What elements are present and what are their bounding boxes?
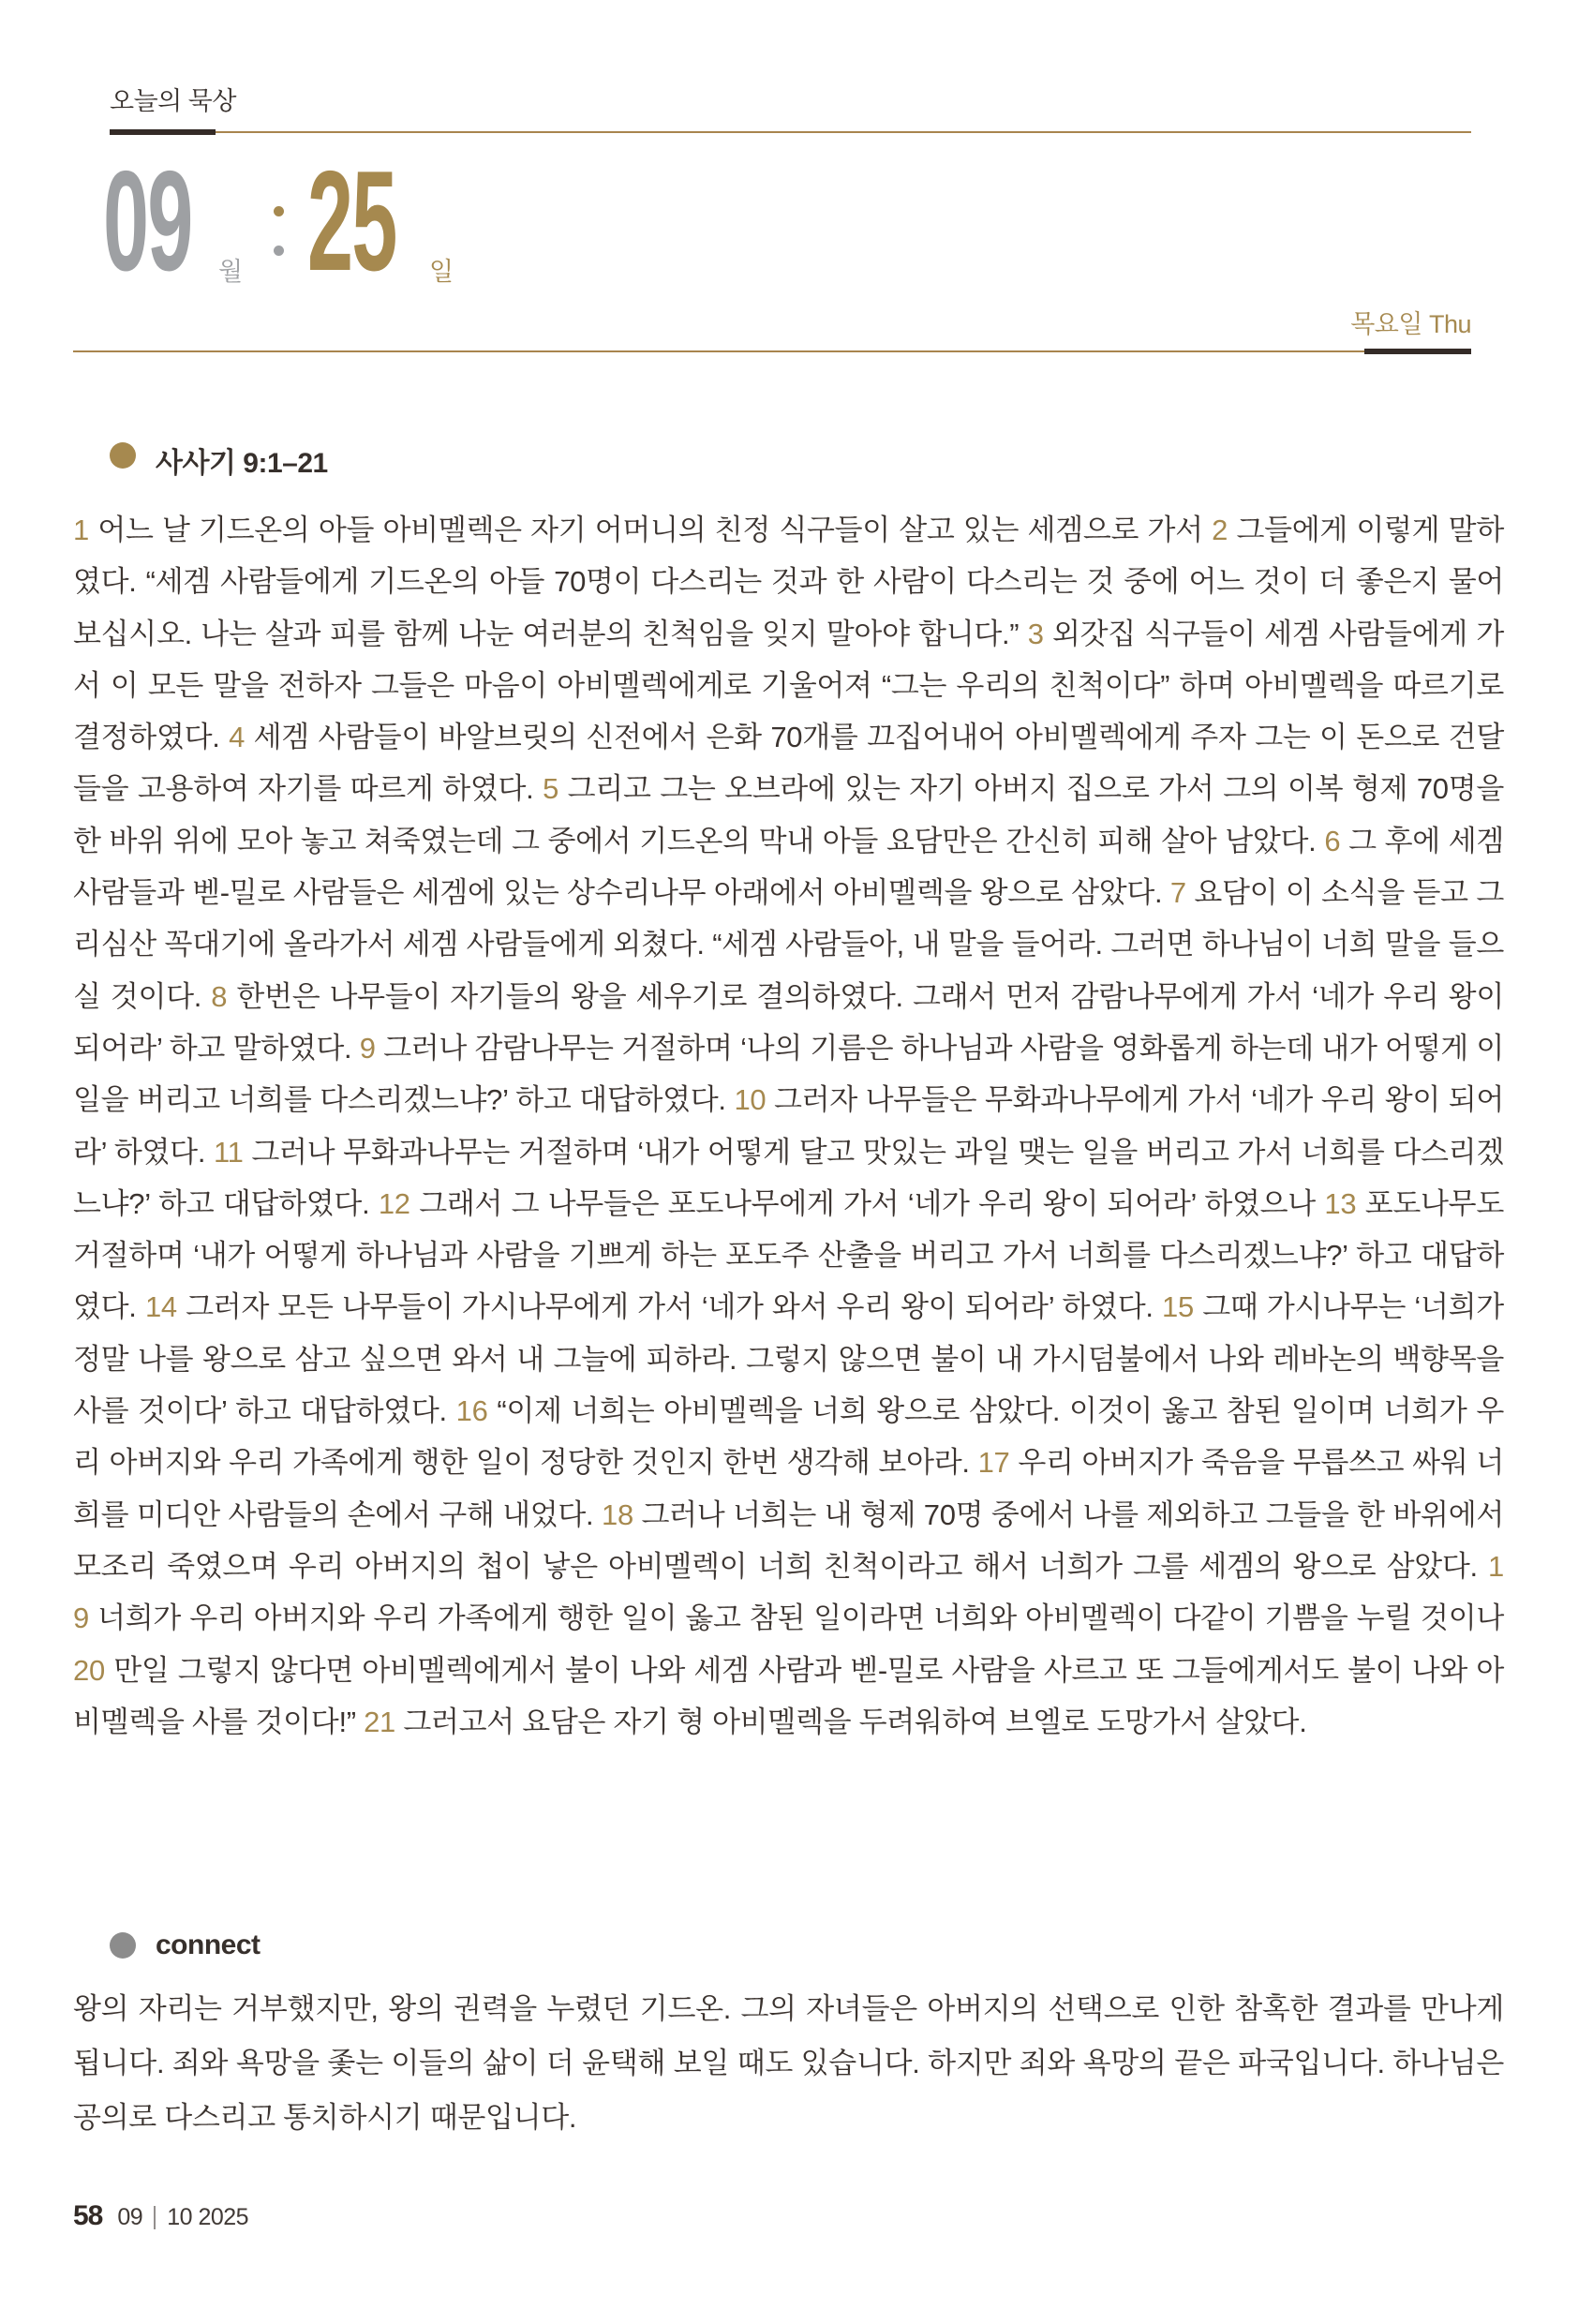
verse-text: 그러나 너희는 내 형제 70명 중에서 나를 제외하고 그들을 한 바위에서 모조리 죽였으며 우리 아버지의 첩이 낳은 아비멜렉이 너희 친척이라고 해서 너희가 그를 세겜의 왕으로 삼았다. xyxy=(73,1497,1504,1583)
verse-text: 그때 가시나무는 ‘너희가 정말 나를 왕으로 삼고 싶으면 와서 내 그늘에 피하라. 그렇지 않으면 불이 내 가시덤불에서 나와 레바논의 백향목을 사를 것이다’ 하고 대답하였다. xyxy=(73,1290,1504,1428)
verse-text: 그러자 모든 나무들이 가시나무에게 가서 ‘네가 와서 우리 왕이 되어라’ 하였다. xyxy=(186,1290,1154,1324)
verse-number: 17 xyxy=(977,1446,1010,1480)
verse-text: “이제 너희는 아비멜렉을 너희 왕으로 삼았다. 이것이 옳고 참된 일이며 너희가 우리 아버지와 우리 가족에게 행한 일이 정당한 것인지 한번 생각해 보아라. xyxy=(73,1394,1504,1480)
verse-number: 6 xyxy=(1324,824,1341,857)
verse-number: 14 xyxy=(144,1290,177,1324)
page-footer xyxy=(73,2200,248,2232)
date-colon-bottom-dot xyxy=(274,246,284,256)
verse-text: 그래서 그 나무들은 포도나무에게 가서 ‘네가 우리 왕이 되어라’ 하였으나 xyxy=(419,1186,1316,1220)
verse-text: 그러나 감람나무는 거절하며 ‘나의 기름은 하나님과 사람을 영화롭게 하는데 내가 어떻게 이 일을 버리고 너희를 다스리겠느냐?’ 하고 대답하였다. xyxy=(73,1031,1504,1117)
verse-text: 만일 그렇지 않다면 아비멜렉에게서 불이 나와 세겜 사람과 벧-밀로 사람을 사르고 또 그들에게서도 불이 나와 아비멜렉을 사를 것이다!” xyxy=(73,1653,1504,1738)
verse-text: 우리 아버지가 죽음을 무릅쓰고 싸워 너희를 미디안 사람들의 손에서 구해 내었다. xyxy=(73,1446,1504,1531)
connect-title: connect xyxy=(156,1929,261,1960)
date-colon-top-dot xyxy=(274,206,284,216)
verse-text: 한번은 나무들이 자기들의 왕을 세우기로 결의하였다. 그래서 먼저 감람나무에게 가서 ‘네가 우리 왕이 되어라’ 하고 말하였다. xyxy=(73,979,1504,1065)
verse-number: 13 xyxy=(1324,1186,1357,1220)
date-day-number: 25 xyxy=(307,142,396,301)
verse-text: 그리고 그는 오브라에 있는 자기 아버지 집으로 가서 그의 이복 형제 70명을 한 바위 위에 모아 놓고 쳐죽였는데 그 중에서 기드온의 막내 아들 요담만은 간신히 피해 살아 남았다. xyxy=(73,772,1504,857)
verse-text: 요담이 이 소식을 듣고 그리심산 꼭대기에 올라가서 세겜 사람들에게 외쳤다. “세겜 사람들아, 내 말을 들어라. 그러면 하나님이 너희 말을 들으실 것이다. xyxy=(73,876,1504,1013)
scripture-title: 사사기 9:1–21 xyxy=(156,448,328,479)
page-kicker: 오늘의 묵상 xyxy=(110,87,236,115)
weekday-rule xyxy=(73,350,1471,352)
weekday-label: 목요일 Thu xyxy=(1350,310,1471,338)
page-number: 58 xyxy=(73,2200,103,2231)
verse-text: 그러자 나무들은 무화과나무에게 가서 ‘네가 우리 왕이 되어라’ 하였다. xyxy=(73,1083,1504,1169)
issue-month-left: 09 xyxy=(117,2204,143,2230)
verse-number: 5 xyxy=(543,772,559,806)
verse-number: 15 xyxy=(1162,1290,1194,1324)
scripture-bullet-icon xyxy=(110,442,136,469)
issue-divider xyxy=(154,2206,156,2229)
date-day-suffix: 일 xyxy=(429,258,454,286)
header-rule xyxy=(110,131,1471,133)
verse-number: 7 xyxy=(1169,876,1186,910)
date-month-number: 09 xyxy=(103,142,192,301)
verse-number: 2 xyxy=(1212,514,1228,546)
verse-text: 외갓집 식구들이 세겜 사람들에게 가서 이 모든 말을 전하자 그들은 마음이 아비멜렉에게로 기울어져 “그는 우리의 친척이다” 하며 아비멜렉을 따르기로 결정하였다. xyxy=(73,617,1504,754)
verse-number: 16 xyxy=(455,1394,488,1428)
verse-number: 12 xyxy=(378,1186,410,1220)
verse-number: 4 xyxy=(229,721,246,754)
verse-number: 9 xyxy=(359,1031,376,1065)
verse-text: 그 후에 세겜 사람들과 벧-밀로 사람들은 세겜에 있는 상수리나무 아래에서 아비멜렉을 왕으로 삼았다. xyxy=(73,824,1504,910)
date-month-suffix: 월 xyxy=(218,258,244,286)
header-rule-dark-cap xyxy=(110,129,216,135)
connect-bullet-icon xyxy=(110,1932,136,1959)
verse-number: 8 xyxy=(211,979,228,1013)
verse-number: 18 xyxy=(602,1497,633,1531)
verse-text: 포도나무도 거절하며 ‘내가 어떻게 하나님과 사람을 기쁘게 하는 포도주 산출을 버리고 가서 너희를 다스리겠느냐?’ 하고 대답하였다. xyxy=(73,1186,1504,1324)
verse-text: 그러고서 요담은 자기 형 아비멜렉을 두려워하여 브엘로 도망가서 살았다. xyxy=(403,1705,1307,1738)
verse-number: 10 xyxy=(734,1083,767,1117)
scripture-text xyxy=(73,504,1504,1748)
verse-number: 1 xyxy=(73,514,89,546)
verse-number: 19 xyxy=(73,1549,1504,1635)
weekday-rule-dark-cap xyxy=(1364,349,1471,354)
verse-text: 너희가 우리 아버지와 우리 가족에게 행한 일이 옳고 참된 일이라면 너희와 아비멜렉이 다같이 기쁨을 누릴 것이나 xyxy=(97,1601,1504,1635)
verse-text: 그러나 무화과나무는 거절하며 ‘내가 어떻게 달고 맛있는 과일 맺는 일을 버리고 가서 너희를 다스리겠느냐?’ 하고 대답하였다. xyxy=(73,1135,1504,1220)
connect-text: 왕의 자리는 거부했지만, 왕의 권력을 누렸던 기드온. 그의 자녀들은 아버지의 선택으로 인한 참혹한 결과를 만나게 됩니다. 죄와 욕망을 좇는 이들의 삶이 더 윤택해 보일 때도 있습니다. 하지만 죄와 욕망의 끝은 파국입니다. 하나님은 공의로 다스리고 통치하시기 때문입니다. xyxy=(73,1992,1504,2134)
verse-text: 그들에게 이렇게 말하였다. “세겜 사람들에게 기드온의 아들 70명이 다스리는 것과 한 사람이 다스리는 것 중에 어느 것이 더 좋은지 물어 보십시오. 나는 살과 피를 함께 나눈 여러분의 친척임을 잊지 말아야 합니다.” xyxy=(73,514,1504,650)
verse-number: 20 xyxy=(73,1653,105,1687)
issue-month-right: 10 2025 xyxy=(167,2204,249,2230)
issue-label xyxy=(117,2204,248,2231)
verse-text: 어느 날 기드온의 아들 아비멜렉은 자기 어머니의 친정 식구들이 살고 있는 세겜으로 가서 xyxy=(97,514,1203,546)
verse-number: 11 xyxy=(213,1135,244,1169)
verse-number: 3 xyxy=(1027,617,1044,650)
verse-text: 세겜 사람들이 바알브릿의 신전에서 은화 70개를 끄집어내어 아비멜렉에게 주자 그는 이 돈으로 건달들을 고용하여 자기를 따르게 하였다. xyxy=(73,721,1504,806)
verse-number: 21 xyxy=(364,1705,395,1738)
